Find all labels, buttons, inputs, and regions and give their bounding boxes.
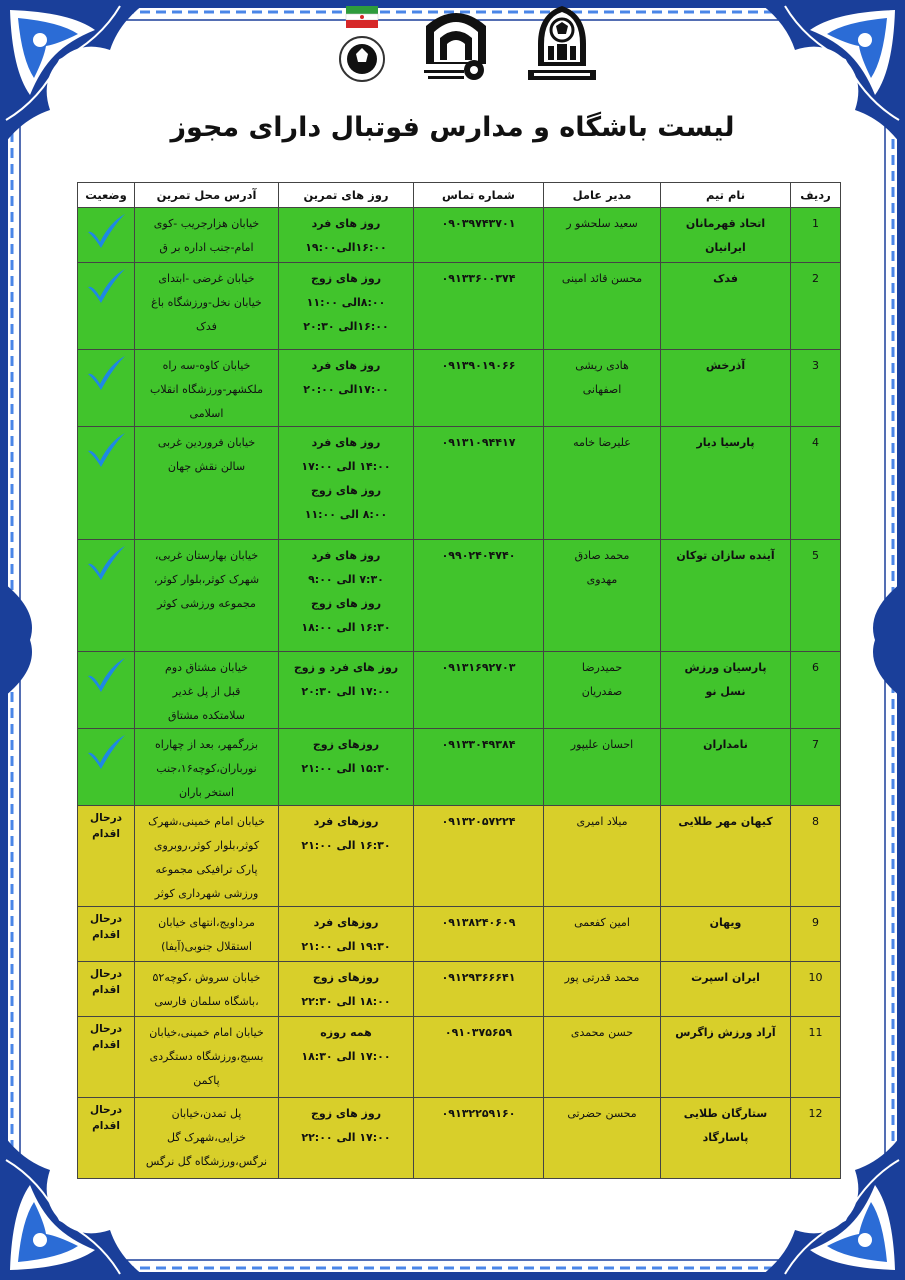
team-name bbox=[661, 652, 791, 729]
training-address-line: اسلامی bbox=[189, 407, 224, 420]
training-address bbox=[135, 540, 279, 652]
team-name-line: آینده سازان توکان bbox=[676, 549, 775, 562]
training-days bbox=[279, 350, 414, 427]
table-row bbox=[78, 350, 841, 427]
training-address-line: خیابان نخل-ورزشگاه باغ bbox=[151, 296, 262, 309]
header-training-address: آدرس محل تمرین bbox=[135, 183, 279, 208]
status-pending-line: اقدام bbox=[92, 1120, 120, 1132]
training-address-line: کوثر،بلوار کوثر،روبروی bbox=[153, 839, 260, 852]
manager-name-line: سعید سلحشو ر bbox=[566, 217, 638, 230]
status-cell bbox=[78, 729, 135, 806]
training-address-line: خزایی،شهرک گل bbox=[167, 1131, 246, 1144]
phone-number: ۰۹۱۳۳۰۴۹۳۸۴ bbox=[414, 729, 544, 806]
manager-name-line: محسن قائد امینی bbox=[561, 272, 643, 285]
team-name bbox=[661, 729, 791, 806]
training-days-line: روز های زوج bbox=[310, 272, 382, 285]
federation-logo-icon bbox=[332, 4, 392, 84]
training-days-line: روزهای زوج bbox=[312, 971, 380, 984]
training-address bbox=[135, 427, 279, 540]
training-address bbox=[135, 907, 279, 962]
header-manager: مدیر عامل bbox=[544, 183, 661, 208]
training-days-line: ۷:۳۰ الی ۹:۰۰ bbox=[308, 573, 384, 586]
training-days-line: روز های زوج bbox=[310, 597, 382, 610]
row-number: 1 bbox=[791, 208, 841, 263]
training-days-line: روز های فرد bbox=[311, 436, 381, 449]
check-icon bbox=[85, 212, 127, 250]
training-address-line: مجموعه ورزشی کوثر bbox=[157, 597, 256, 610]
training-address-line: خیابان امام خمینی،خیابان bbox=[149, 1026, 264, 1039]
training-address-line: خیابان بهارستان غربی، bbox=[154, 549, 259, 562]
training-days bbox=[279, 806, 414, 907]
training-days-line: روز های فرد bbox=[311, 359, 381, 372]
status-cell bbox=[78, 806, 135, 907]
training-days-line: ۱۷:۰۰ الی ۲۰:۳۰ bbox=[301, 685, 391, 698]
team-name-line: فدک bbox=[713, 272, 738, 285]
training-address-line: نورباران،کوچه۱۶،جنب bbox=[156, 762, 257, 775]
training-address bbox=[135, 652, 279, 729]
manager-name bbox=[544, 263, 661, 350]
training-address-line: ورزشی شهرداری کوثر bbox=[154, 887, 259, 900]
training-days-line: روز های زوج bbox=[310, 1107, 382, 1120]
manager-name bbox=[544, 962, 661, 1017]
team-name bbox=[661, 907, 791, 962]
team-name bbox=[661, 540, 791, 652]
training-days-line: ۱۶:۳۰ الی ۲۱:۰۰ bbox=[301, 839, 391, 852]
training-days bbox=[279, 1098, 414, 1179]
status-pending-line: درحال bbox=[89, 812, 123, 824]
team-name-line: پارسیان ورزش bbox=[684, 661, 767, 674]
team-name-line: ایران اسپرت bbox=[691, 971, 760, 984]
table-row bbox=[78, 427, 841, 540]
training-address-line: امام-جنب اداره بر ق bbox=[159, 241, 254, 254]
team-name bbox=[661, 806, 791, 907]
table-row bbox=[78, 1098, 841, 1179]
manager-name bbox=[544, 540, 661, 652]
page-title: لیست باشگاه و مدارس فوتبال دارای مجوز bbox=[170, 112, 735, 143]
status-pending-badge bbox=[82, 911, 130, 943]
phone-number: ۰۹۱۳۸۲۴۰۶۰۹ bbox=[414, 907, 544, 962]
phone-number: ۰۹۰۳۹۷۴۳۷۰۱ bbox=[414, 208, 544, 263]
row-number: 5 bbox=[791, 540, 841, 652]
row-number: 11 bbox=[791, 1017, 841, 1098]
training-address-line: استخر باران bbox=[178, 786, 235, 799]
team-name-line: پاسارگاد bbox=[702, 1131, 749, 1144]
status-cell bbox=[78, 427, 135, 540]
isfahan-province-logo-icon bbox=[418, 4, 494, 86]
manager-name-line: حسن محمدی bbox=[570, 1026, 634, 1039]
table-row bbox=[78, 652, 841, 729]
status-pending-line: اقدام bbox=[92, 1039, 120, 1051]
training-days-line: روز های فرد bbox=[311, 217, 381, 230]
header-phone: شماره تماس bbox=[414, 183, 544, 208]
header-status: وضعیت bbox=[78, 183, 135, 208]
training-days-line: ۱۷:۰۰الی ۲۰:۰۰ bbox=[303, 383, 389, 396]
training-days-line: ۱۶:۰۰الی۱۹:۰۰ bbox=[305, 241, 387, 254]
training-days-line: روز های زوج bbox=[310, 484, 382, 497]
phone-number: ۰۹۱۳۳۶۰۰۳۷۴ bbox=[414, 263, 544, 350]
training-days bbox=[279, 652, 414, 729]
team-name bbox=[661, 1098, 791, 1179]
status-cell bbox=[78, 1017, 135, 1098]
table-row bbox=[78, 806, 841, 907]
row-number: 8 bbox=[791, 806, 841, 907]
status-cell bbox=[78, 208, 135, 263]
table-header-row bbox=[78, 183, 841, 208]
manager-name bbox=[544, 208, 661, 263]
status-pending-badge bbox=[82, 1102, 130, 1134]
training-address-line: پاکمن bbox=[193, 1074, 220, 1087]
team-name-line: اتحاد قهرمانان ایرانیان bbox=[685, 217, 766, 254]
manager-name bbox=[544, 350, 661, 427]
training-days bbox=[279, 907, 414, 962]
phone-number: ۰۹۱۲۹۳۶۶۶۴۱ bbox=[414, 962, 544, 1017]
status-cell bbox=[78, 1098, 135, 1179]
training-address-line: فدک bbox=[196, 320, 217, 333]
training-address-line: خیابان غرضی -ابتدای bbox=[158, 272, 255, 285]
training-address bbox=[135, 208, 279, 263]
training-address-line: مرداویج،انتهای خیابان bbox=[158, 916, 255, 929]
training-days-line: همه روزه bbox=[320, 1026, 372, 1039]
training-address bbox=[135, 350, 279, 427]
row-number: 3 bbox=[791, 350, 841, 427]
row-number: 12 bbox=[791, 1098, 841, 1179]
team-name-line: آذرخش bbox=[705, 359, 746, 372]
table-row bbox=[78, 540, 841, 652]
status-pending-line: درحال bbox=[89, 1104, 123, 1116]
status-cell bbox=[78, 907, 135, 962]
phone-number: ۰۹۹۰۲۴۰۴۷۴۰ bbox=[414, 540, 544, 652]
phone-number: ۰۹۱۳۱۶۹۲۷۰۳ bbox=[414, 652, 544, 729]
manager-name-line: احسان علیپور bbox=[570, 738, 634, 751]
team-name-line: ستارگان طلایی bbox=[683, 1107, 768, 1120]
team-name bbox=[661, 263, 791, 350]
training-address-line: خیابان فروردین غربی bbox=[157, 436, 256, 449]
manager-name bbox=[544, 1098, 661, 1179]
phone-number: ۰۹۱۳۱۰۹۴۴۱۷ bbox=[414, 427, 544, 540]
row-number: 7 bbox=[791, 729, 841, 806]
manager-name-line: صفدریان bbox=[581, 685, 623, 698]
training-days-line: ۱۹:۳۰ الی ۲۱:۰۰ bbox=[301, 940, 391, 953]
training-address-line: نرگس،ورزشگاه گل نرگس bbox=[145, 1155, 268, 1168]
training-address-line: قبل از پل غدیر bbox=[172, 685, 241, 698]
status-pending-line: اقدام bbox=[92, 984, 120, 996]
clubs-table bbox=[77, 182, 841, 1179]
training-days-line: ۸:۰۰ الی ۱۱:۰۰ bbox=[304, 508, 388, 521]
training-days-line: روزهای فرد bbox=[313, 916, 379, 929]
team-name bbox=[661, 1017, 791, 1098]
training-days-line: ۸:۰۰الی ۱۱:۰۰ bbox=[306, 296, 386, 309]
status-pending-badge bbox=[82, 966, 130, 998]
team-name bbox=[661, 962, 791, 1017]
manager-name bbox=[544, 907, 661, 962]
check-icon bbox=[85, 544, 127, 582]
team-name bbox=[661, 208, 791, 263]
training-address-line: خیابان کاوه-سه راه bbox=[162, 359, 251, 372]
manager-name-line: محسن حضرتی bbox=[567, 1107, 637, 1120]
status-cell bbox=[78, 350, 135, 427]
check-icon bbox=[85, 431, 127, 469]
training-days bbox=[279, 208, 414, 263]
team-name bbox=[661, 427, 791, 540]
phone-number: ۰۹۱۳۲۲۵۹۱۶۰ bbox=[414, 1098, 544, 1179]
status-cell bbox=[78, 652, 135, 729]
training-days-line: ۱۴:۰۰ الی ۱۷:۰۰ bbox=[301, 460, 391, 473]
training-days bbox=[279, 540, 414, 652]
manager-name-line: محمد صادق bbox=[574, 549, 630, 562]
row-number: 10 bbox=[791, 962, 841, 1017]
status-cell bbox=[78, 263, 135, 350]
training-address bbox=[135, 806, 279, 907]
table-row bbox=[78, 907, 841, 962]
training-days-line: روزهای فرد bbox=[313, 815, 379, 828]
status-pending-badge bbox=[82, 1021, 130, 1053]
header-logos bbox=[330, 4, 600, 86]
status-pending-badge bbox=[82, 810, 130, 842]
status-pending-line: درحال bbox=[89, 1023, 123, 1035]
check-icon bbox=[85, 656, 127, 694]
training-address bbox=[135, 1098, 279, 1179]
team-name bbox=[661, 350, 791, 427]
training-address-line: سالن نقش جهان bbox=[167, 460, 246, 473]
manager-name-line: هادی ریشی bbox=[575, 359, 629, 372]
team-name-line: ویهان bbox=[709, 916, 742, 929]
table-row bbox=[78, 208, 841, 263]
training-days-line: روز های فرد و زوج bbox=[293, 661, 399, 674]
training-address bbox=[135, 729, 279, 806]
training-address-line: پل تمدن،خیابان bbox=[171, 1107, 242, 1120]
team-name-line: پارسیا دیار bbox=[696, 436, 755, 449]
training-days bbox=[279, 263, 414, 350]
manager-name-line: محمد قدرتی پور bbox=[564, 971, 640, 984]
training-days bbox=[279, 729, 414, 806]
header-team-name: نام تیم bbox=[661, 183, 791, 208]
table-row bbox=[78, 729, 841, 806]
training-address-line: ملکشهر-ورزشگاه انقلاب bbox=[150, 383, 263, 396]
manager-name-line: امین کفعمی bbox=[574, 916, 630, 929]
training-days-line: روز های فرد bbox=[311, 549, 381, 562]
manager-name-line: علیرضا خامه bbox=[573, 436, 631, 449]
status-cell bbox=[78, 540, 135, 652]
training-days-line: روزهای زوج bbox=[312, 738, 380, 751]
training-days-line: ۱۶:۰۰الی ۲۰:۳۰ bbox=[303, 320, 389, 333]
training-days-line: ۱۶:۳۰ الی ۱۸:۰۰ bbox=[301, 621, 391, 634]
manager-name bbox=[544, 1017, 661, 1098]
manager-name bbox=[544, 729, 661, 806]
training-address-line: استقلال جنوبی(آیفا) bbox=[161, 940, 252, 953]
manager-name bbox=[544, 427, 661, 540]
team-name-line: نامداران bbox=[703, 738, 748, 751]
row-number: 6 bbox=[791, 652, 841, 729]
training-address-line: خیابان مشتاق دوم bbox=[165, 661, 248, 674]
training-days-line: ۱۷:۰۰ الی ۱۸:۳۰ bbox=[301, 1050, 391, 1063]
training-address-line: خیابان هزارجریب -کوی bbox=[153, 217, 260, 230]
table-row bbox=[78, 962, 841, 1017]
manager-name bbox=[544, 652, 661, 729]
header-row-number: ردیف bbox=[791, 183, 841, 208]
status-pending-line: درحال bbox=[89, 968, 123, 980]
team-name-line: کیهان مهر طلایی bbox=[678, 815, 773, 828]
check-icon bbox=[85, 733, 127, 771]
training-address bbox=[135, 962, 279, 1017]
training-address-line: شهرک کوثر،بلوار کوثر، bbox=[153, 573, 260, 586]
check-icon bbox=[85, 267, 127, 305]
training-days bbox=[279, 1017, 414, 1098]
isfahan-city-logo-icon bbox=[524, 4, 600, 86]
training-address-line: خیابان سروش ،کوچه۵۲ bbox=[152, 971, 261, 984]
header-training-days: روز های تمرین bbox=[279, 183, 414, 208]
training-address-line: خیابان امام خمینی،شهرک bbox=[148, 815, 265, 828]
training-address bbox=[135, 263, 279, 350]
row-number: 2 bbox=[791, 263, 841, 350]
status-pending-line: اقدام bbox=[92, 929, 120, 941]
training-address-line: بسیج،ورزشگاه دستگردی bbox=[149, 1050, 264, 1063]
team-name-line: نسل نو bbox=[705, 685, 746, 698]
manager-name-line: حمیدرضا bbox=[581, 661, 623, 674]
training-days-line: ۱۸:۰۰ الی ۲۲:۳۰ bbox=[301, 995, 391, 1008]
row-number: 9 bbox=[791, 907, 841, 962]
row-number: 4 bbox=[791, 427, 841, 540]
training-address-line: ،باشگاه سلمان فارسی bbox=[154, 995, 259, 1008]
training-days bbox=[279, 962, 414, 1017]
training-days bbox=[279, 427, 414, 540]
training-days-line: ۱۵:۳۰ الی ۲۱:۰۰ bbox=[301, 762, 391, 775]
training-address bbox=[135, 1017, 279, 1098]
training-days-line: ۱۷:۰۰ الی ۲۲:۰۰ bbox=[301, 1131, 391, 1144]
phone-number: ۰۹۱۳۲۰۵۷۲۲۴ bbox=[414, 806, 544, 907]
table-row bbox=[78, 1017, 841, 1098]
status-pending-line: اقدام bbox=[92, 828, 120, 840]
status-pending-line: درحال bbox=[89, 913, 123, 925]
training-address-line: سلامتکده مشتاق bbox=[167, 709, 245, 722]
check-icon bbox=[85, 354, 127, 392]
manager-name bbox=[544, 806, 661, 907]
manager-name-line: مهدوی bbox=[586, 573, 618, 586]
team-name-line: آراد ورزش زاگرس bbox=[675, 1026, 776, 1039]
manager-name-line: اصفهانی bbox=[582, 383, 622, 396]
manager-name-line: میلاد امیری bbox=[576, 815, 628, 828]
table-row bbox=[78, 263, 841, 350]
phone-number: ۰۹۱۳۹۰۱۹۰۶۶ bbox=[414, 350, 544, 427]
training-address-line: بزرگمهر، بعد از چهاراه bbox=[154, 738, 259, 751]
phone-number: ۰۹۱۰۳۷۵۶۵۹ bbox=[414, 1017, 544, 1098]
training-address-line: پارک ترافیکی مجموعه bbox=[155, 863, 258, 876]
status-cell bbox=[78, 962, 135, 1017]
